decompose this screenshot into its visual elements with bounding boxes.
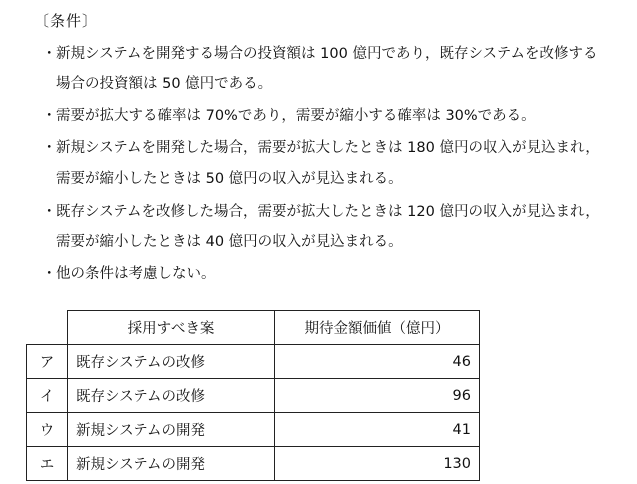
condition-item-3-continuation: 需要が縮小したときは 50 億円の収入が見込まれる。 bbox=[56, 171, 403, 187]
condition-item-1 bbox=[42, 44, 598, 64]
choice-plan: 新規システムの開発 bbox=[68, 447, 275, 481]
choice-expected-value: 130 bbox=[275, 447, 480, 481]
choice-plan: 既存システムの改修 bbox=[68, 379, 275, 413]
bullet-mark: ・ bbox=[42, 46, 57, 62]
column-header-plan: 採用すべき案 bbox=[68, 311, 275, 345]
condition-item-4-continuation: 需要が縮小したときは 40 億円の収入が見込まれる。 bbox=[56, 234, 403, 250]
bullet-mark: ・ bbox=[42, 266, 57, 282]
conditions-heading: 〔条件〕 bbox=[34, 12, 99, 30]
column-header-expected-value: 期待金額価値（億円） bbox=[275, 311, 480, 345]
bullet-mark: ・ bbox=[42, 140, 57, 156]
table-row bbox=[27, 379, 480, 413]
condition-item-1-continuation: 場合の投資額は 50 億円である。 bbox=[56, 76, 273, 92]
choice-expected-value: 41 bbox=[275, 413, 480, 447]
table-row bbox=[27, 447, 480, 481]
choice-label: エ bbox=[27, 447, 68, 481]
condition-item-5 bbox=[42, 264, 216, 284]
choice-plan: 新規システムの開発 bbox=[68, 413, 275, 447]
choice-label: ウ bbox=[27, 413, 68, 447]
choice-plan: 既存システムの改修 bbox=[68, 345, 275, 379]
answer-choices-table bbox=[26, 310, 480, 481]
choice-expected-value: 96 bbox=[275, 379, 480, 413]
table-header-row bbox=[27, 311, 480, 345]
table-corner-cell bbox=[27, 311, 68, 345]
choice-label: ア bbox=[27, 345, 68, 379]
condition-text: 新規システムを開発した場合，需要が拡大したときは 180 億円の収入が見込まれ， bbox=[56, 140, 600, 156]
condition-item-2 bbox=[42, 106, 536, 126]
condition-item-3 bbox=[42, 138, 600, 158]
table-row bbox=[27, 345, 480, 379]
condition-text: 他の条件は考慮しない。 bbox=[56, 266, 216, 282]
bullet-mark: ・ bbox=[42, 108, 57, 124]
condition-text: 需要が拡大する確率は 70%であり，需要が縮小する確率は 30%である。 bbox=[56, 108, 536, 124]
choice-label: イ bbox=[27, 379, 68, 413]
condition-text: 既存システムを改修した場合，需要が拡大したときは 120 億円の収入が見込まれ， bbox=[56, 204, 600, 220]
bullet-mark: ・ bbox=[42, 204, 57, 220]
condition-text: 新規システムを開発する場合の投資額は 100 億円であり，既存システムを改修する bbox=[56, 46, 598, 62]
choice-expected-value: 46 bbox=[275, 345, 480, 379]
condition-item-4 bbox=[42, 202, 600, 222]
table-row bbox=[27, 413, 480, 447]
